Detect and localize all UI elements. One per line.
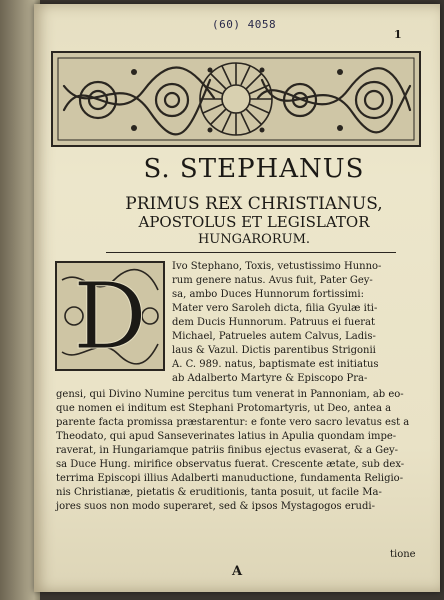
body-line: Ivo Stephano, Toxis, vetustissimo Hunno- xyxy=(172,261,382,272)
book-page xyxy=(34,4,440,592)
catchword: tione xyxy=(390,549,416,560)
body-line: parente facta promissa præstarentur: e fonte vero sacro levatus est a xyxy=(56,417,410,428)
body-line: gensi, qui Divino Numine percitus tum venerat in Pannoniam, ab eo- xyxy=(56,389,404,400)
signature-mark: A xyxy=(232,564,243,579)
body-line: Michael, Patrueles autem Calvus, Ladis- xyxy=(172,331,376,342)
body-line: Theodato, qui apud Sanseverinates latius in Apulia quondam impe- xyxy=(56,431,397,442)
catalog-note: (60) 4058 xyxy=(212,18,277,31)
subtitle-line-2: APOSTOLUS ET LEGISLATOR xyxy=(138,213,370,231)
body-line: nis Christianæ, pietatis & eruditionis, tanta posuit, ut facile Ma- xyxy=(56,487,382,498)
subtitle-line-3: HUNGARORUM. xyxy=(197,232,311,247)
body-line: rum genere natus. Avus fuit, Pater Gey- xyxy=(172,275,373,286)
body-line: Mater vero Saroleh dicta, filia Gyulæ iti- xyxy=(172,303,378,314)
body-line: sa, ambo Duces Hunnorum fortissimi: xyxy=(172,289,364,300)
subtitle-line-1: PRIMUS REX CHRISTIANUS, xyxy=(125,194,383,214)
body-line: terrima Episcopi illius Adalberti manuductione, fundamenta Religio- xyxy=(56,473,404,484)
body-line: A. C. 989. natus, baptismate est initiatus xyxy=(172,359,379,370)
body-line: laus & Vazul. Dictis parentibus Strigonii xyxy=(172,345,376,356)
body-line: dem Ducis Hunnorum. Patruus ei fuerat xyxy=(172,317,376,328)
page-title: S. STEPHANUS xyxy=(143,154,365,184)
woodcut-headpiece-ornament xyxy=(50,50,422,148)
decorated-initial-d xyxy=(54,260,166,372)
body-line: sa Duce Hung. mirifice observatus fuerat. Crescente ætate, sub dex- xyxy=(56,459,405,470)
body-line: jores suos non modo superaret, sed & ipsos Mystagogos erudi- xyxy=(56,501,375,512)
body-line: ab Adalberto Martyre & Episcopo Pra- xyxy=(172,373,368,384)
body-line: que nomen ei inditum est Stephani Protomartyris, ut Deo, antea a xyxy=(56,403,392,414)
title-rule xyxy=(106,252,396,253)
page-number: 1 xyxy=(394,28,402,41)
body-line: raverat, in Hungariamque patriis finibus ejectus evaserat, & a Gey- xyxy=(56,445,399,456)
drop-cap-letter: D xyxy=(73,263,147,370)
